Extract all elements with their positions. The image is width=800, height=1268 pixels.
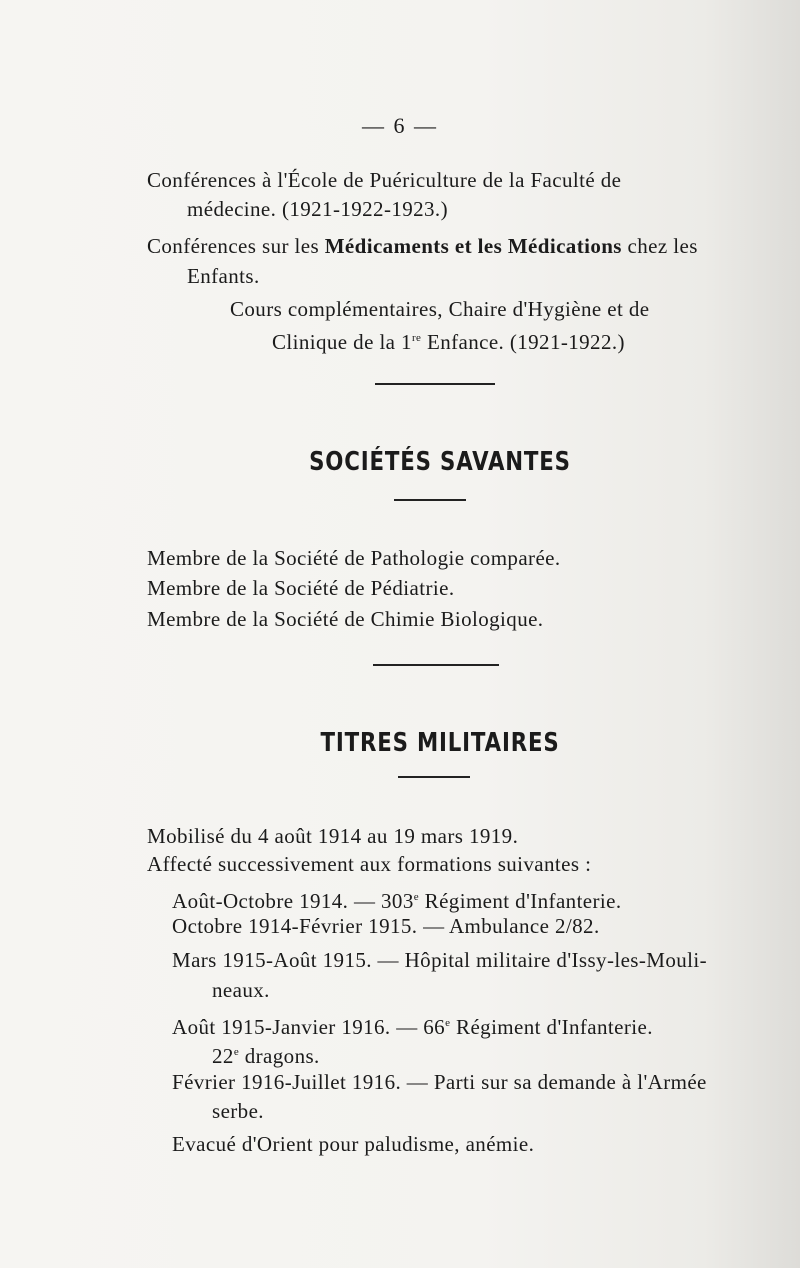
formation-2: Octobre 1914-Février 1915. — Ambulance 2/82. bbox=[172, 914, 600, 938]
section-divider-2 bbox=[373, 664, 499, 666]
formation-4-end: Régiment d'Infanterie. bbox=[450, 1015, 653, 1039]
military-line-2: Affecté successivement aux formations suivantes : bbox=[147, 852, 592, 876]
heading-underline-2 bbox=[398, 776, 470, 778]
societe-item-2: Membre de la Société de Pédiatrie. bbox=[147, 576, 455, 600]
teaching-line-6-start: Clinique de la 1 bbox=[272, 330, 412, 354]
military-line-1: Mobilisé du 4 août 1914 au 19 mars 1919. bbox=[147, 824, 519, 848]
formation-1-start: Août-Octobre 1914. — 303 bbox=[172, 889, 414, 913]
formation-1-sup: e bbox=[413, 891, 420, 903]
formation-5: Février 1916-Juillet 1916. — Parti sur sa demande à l'Armée bbox=[172, 1070, 707, 1094]
heading-titres-militaires: TITRES MILITAIRES bbox=[320, 728, 560, 758]
heading-societes-savantes: SOCIÉTÉS SAVANTES bbox=[309, 447, 571, 477]
formation-4b-end: dragons. bbox=[239, 1044, 320, 1068]
page-number: — 6 — bbox=[362, 113, 438, 138]
formation-4-sup: e bbox=[445, 1017, 451, 1029]
formation-6: Evacué d'Orient pour paludisme, anémie. bbox=[172, 1132, 535, 1156]
teaching-line-2: médecine. (1921-1922-1923.) bbox=[187, 197, 448, 221]
teaching-line-6-sup: re bbox=[411, 332, 422, 344]
formation-4b-start: 22 bbox=[212, 1044, 234, 1068]
societe-item-1: Membre de la Société de Pathologie comparée. bbox=[147, 546, 561, 570]
teaching-line-3-end: chez les bbox=[621, 234, 698, 258]
formation-1-end: Régiment d'Infanterie. bbox=[419, 889, 622, 913]
formation-4-continued bbox=[212, 1039, 320, 1069]
teaching-line-5: Cours complémentaires, Chaire d'Hygiène et de bbox=[230, 297, 650, 321]
teaching-line-6 bbox=[272, 325, 625, 355]
formation-5-continued: serbe. bbox=[212, 1099, 264, 1123]
heading-underline-1 bbox=[394, 499, 466, 501]
formation-4 bbox=[172, 1010, 653, 1040]
teaching-line-3-bold: Médicaments et les Médications bbox=[324, 234, 622, 258]
formation-1 bbox=[172, 884, 622, 914]
teaching-line-1: Conférences à l'École de Puériculture de la Faculté de bbox=[147, 168, 622, 192]
teaching-line-3 bbox=[147, 233, 698, 259]
formation-4-start: Août 1915-Janvier 1916. — 66 bbox=[172, 1015, 446, 1039]
formation-4b-sup: e bbox=[233, 1046, 240, 1058]
societe-item-3: Membre de la Société de Chimie Biologique. bbox=[147, 607, 544, 631]
section-divider-1 bbox=[375, 383, 495, 385]
teaching-line-3-start: Conférences sur les bbox=[147, 234, 325, 258]
formation-3: Mars 1915-Août 1915. — Hôpital militaire d'Issy-les-Mouli- bbox=[172, 948, 708, 972]
formation-3-continued: neaux. bbox=[212, 978, 270, 1002]
teaching-line-6-end: Enfance. (1921-1922.) bbox=[421, 330, 625, 354]
teaching-line-4: Enfants. bbox=[187, 264, 260, 288]
